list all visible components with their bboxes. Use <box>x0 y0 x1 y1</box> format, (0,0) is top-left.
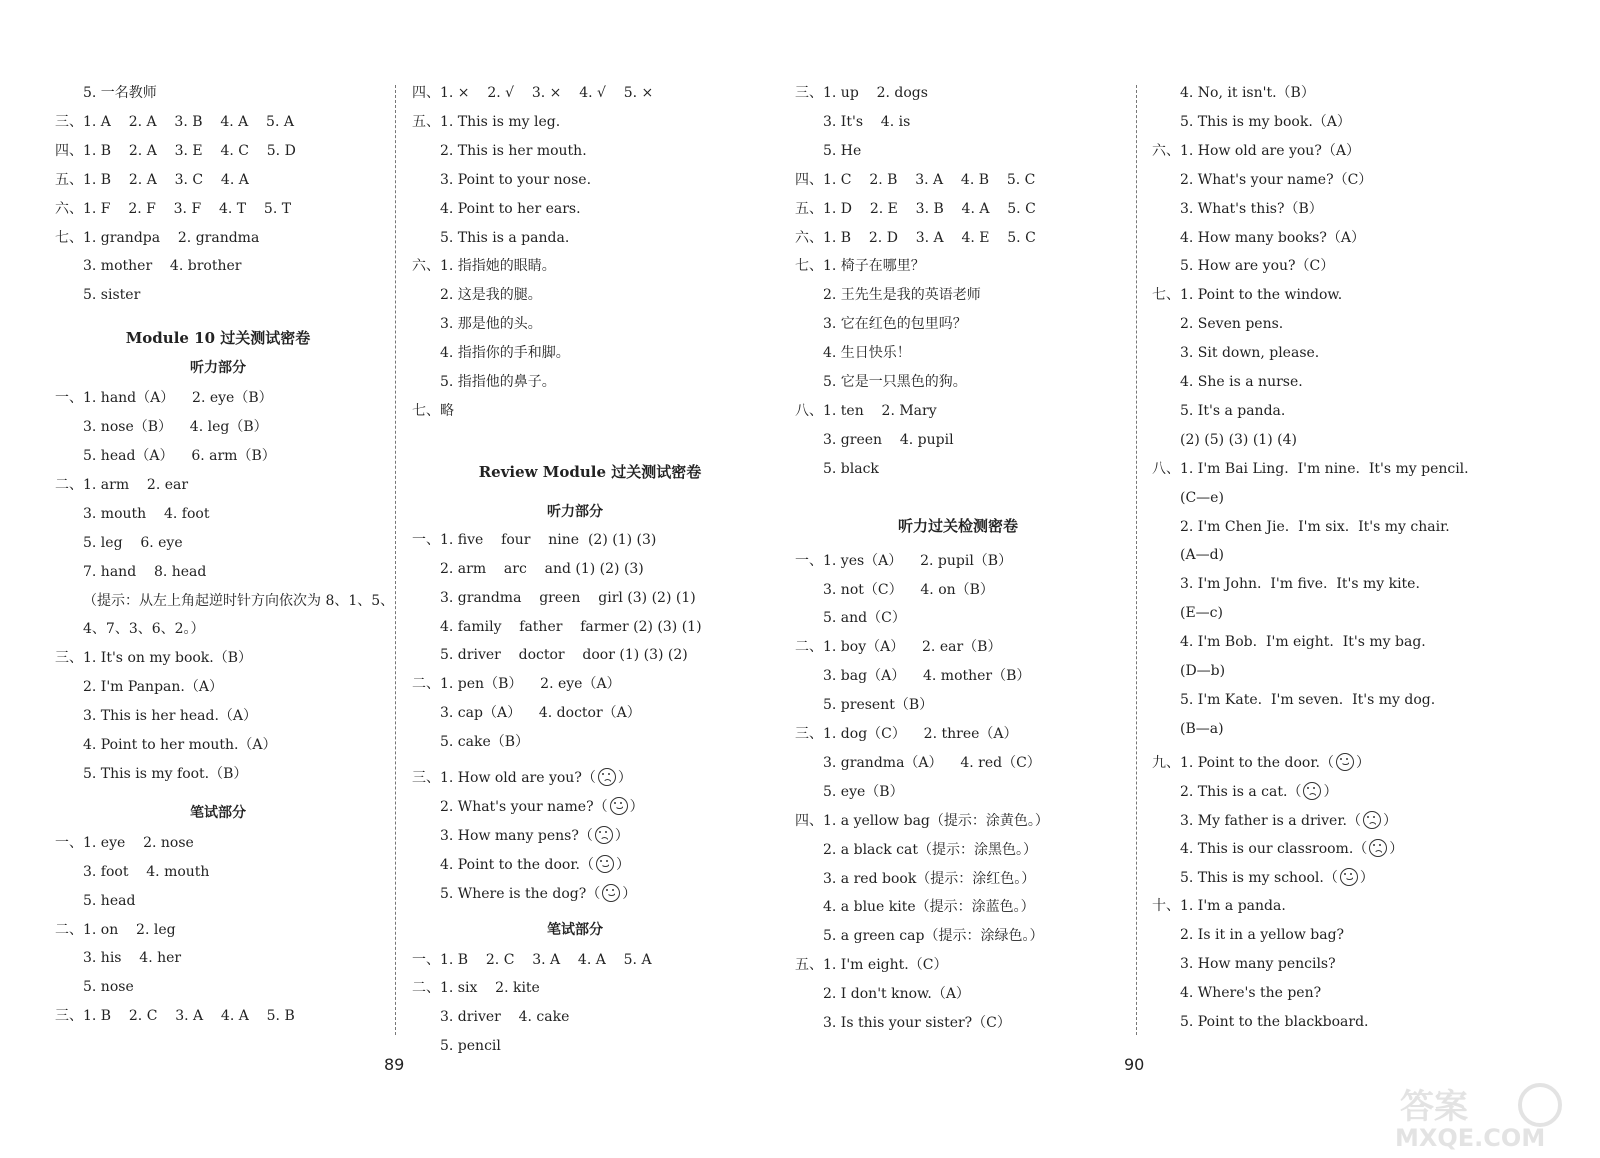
subheading-listening: 听力部分 <box>547 503 603 520</box>
answer-line: 2. I'm Chen Jie. I'm six. It's my chair. <box>1180 518 1450 535</box>
answer-line: 二、1. on 2. leg <box>55 921 176 938</box>
answer-line: 六、1. F 2. F 3. F 4. T 5. T <box>55 200 292 217</box>
watermark-text: MXQE.COM <box>1395 1124 1546 1150</box>
answer-line: 5. a green cap（提示：涂绿色。） <box>823 928 1044 945</box>
face-question-text: 4. This is our classroom.（ <box>1180 841 1368 858</box>
answer-line: 2. What's your name?（C） <box>1180 171 1373 188</box>
svg-text:答案: 答案 <box>1400 1087 1468 1127</box>
answer-line: 5. sister <box>83 287 141 304</box>
face-answer-line <box>412 768 632 787</box>
face-answer-line <box>1152 753 1370 772</box>
answer-line: 八、1. ten 2. Mary <box>795 402 937 419</box>
answer-line: 5. 指指他的鼻子。 <box>440 374 556 390</box>
answer-line: 5. nose <box>83 979 134 996</box>
answer-line: 5. and（C） <box>823 610 906 627</box>
answer-line: 一、1. five four nine (2) (1) (3) <box>412 531 657 548</box>
page-number-left: 89 <box>384 1055 405 1074</box>
answer-line: 5. head <box>83 892 136 909</box>
smiley-face-icon <box>1336 753 1354 771</box>
face-question-text: 三、1. How old are you?（ <box>412 770 596 786</box>
face-answer-line <box>1180 868 1374 887</box>
answer-line: 3. mouth 4. foot <box>83 505 210 522</box>
face-answer-line <box>440 797 644 816</box>
answer-line: 4. Point to her ears. <box>440 200 581 217</box>
answer-line: 5. Point to the blackboard. <box>1180 1013 1369 1030</box>
answer-line: 三、1. B 2. C 3. A 4. A 5. B <box>55 1008 295 1025</box>
smiley-face-icon <box>1340 868 1358 886</box>
face-question-text: 5. This is my school.（ <box>1180 870 1338 887</box>
smiley-face-icon <box>610 797 628 815</box>
answer-line: 七、1. grandpa 2. grandma <box>55 229 260 246</box>
answer-line: 3. How many pencils? <box>1180 956 1336 972</box>
answer-line: 5. leg 6. eye <box>83 534 183 551</box>
answer-line: 5. I'm Kate. I'm seven. It's my dog. <box>1180 691 1436 708</box>
answer-line: 5. He <box>823 142 862 159</box>
answer-line: 5. cake（B） <box>440 734 530 751</box>
answer-line: 二、1. boy（A） 2. ear（B） <box>795 639 1002 656</box>
answer-line: 3. This is her head.（A） <box>83 708 258 725</box>
answer-line: 5. eye（B） <box>823 783 904 800</box>
face-question-text: 4. Point to the door.（ <box>440 856 594 873</box>
answer-line: 4. She is a nurse. <box>1180 374 1303 390</box>
answer-line: 3. What's this?（B） <box>1180 200 1323 217</box>
answer-line: 3. not（C） 4. on（B） <box>823 581 994 598</box>
answer-line: (E—c) <box>1180 605 1223 622</box>
answer-line: 5. driver doctor door (1) (3) (2) <box>440 647 688 664</box>
close-paren: ） <box>1382 812 1397 829</box>
answer-line: 七、略 <box>412 402 454 419</box>
answer-line: 5. This is my book.（A） <box>1180 113 1351 130</box>
answer-line: 3. mother 4. brother <box>83 258 242 275</box>
answer-line: 2. I don't know.（A） <box>823 986 970 1003</box>
answer-line: 2. a black cat（提示：涂黑色。） <box>823 841 1037 858</box>
answer-line: 2. This is her mouth. <box>440 142 587 159</box>
answer-line: 3. I'm John. I'm five. It's my kite. <box>1180 576 1420 593</box>
answer-line: 四、1. × 2. √ 3. × 4. √ 5. × <box>412 85 654 101</box>
sad-face-icon <box>598 768 616 786</box>
face-question-text: 3. My father is a driver.（ <box>1180 812 1361 829</box>
answer-line: 3. 它在红色的包里吗？ <box>823 316 967 333</box>
answer-line: 3. grandma green girl (3) (2) (1) <box>440 589 696 606</box>
answer-line: 六、1. How old are you?（A） <box>1152 142 1360 159</box>
column-divider-right <box>1136 85 1137 1035</box>
sad-face-icon <box>1303 782 1321 800</box>
answer-line: 五、1. This is my leg. <box>412 113 561 130</box>
answer-line: 三、1. up 2. dogs <box>795 85 928 101</box>
answer-line: 5. It's a panda. <box>1180 402 1286 419</box>
answer-line: 5. This is a panda. <box>440 229 570 246</box>
answer-line: 4. I'm Bob. I'm eight. It's my bag. <box>1180 634 1426 651</box>
answer-line: 四、1. B 2. A 3. E 4. C 5. D <box>55 142 296 159</box>
sad-face-icon <box>1363 811 1381 829</box>
answer-line: 2. Seven pens. <box>1180 316 1284 333</box>
answer-line: 3. his 4. her <box>83 950 182 967</box>
answer-line: 十、1. I'm a panda. <box>1152 898 1286 915</box>
answer-line: 3. green 4. pupil <box>823 431 954 448</box>
answer-line: 一、1. yes（A） 2. pupil（B） <box>795 552 1013 569</box>
answer-line: 4. a blue kite（提示：涂蓝色。） <box>823 899 1035 916</box>
answer-line: 一、1. hand（A） 2. eye（B） <box>55 390 273 407</box>
answer-line: 2. 王先生是我的英语老师 <box>823 287 981 304</box>
answer-line: 5. pencil <box>440 1038 501 1055</box>
answer-line: 3. nose（B） 4. leg（B） <box>83 419 268 436</box>
smiley-face-icon <box>596 855 614 873</box>
answer-line: 2. 这是我的腿。 <box>440 287 542 304</box>
answer-line: 六、1. B 2. D 3. A 4. E 5. C <box>795 229 1036 246</box>
close-paren: ） <box>1389 841 1404 858</box>
answer-line: 五、1. I'm eight.（C） <box>795 957 948 974</box>
answer-line: 一、1. eye 2. nose <box>55 834 194 851</box>
sad-face-icon <box>1369 839 1387 857</box>
answer-line: 3. grandma（A） 4. red（C） <box>823 754 1041 771</box>
face-answer-line <box>440 884 636 903</box>
answer-line: 五、1. B 2. A 3. C 4. A <box>55 171 249 188</box>
face-answer-line <box>440 855 630 874</box>
close-paren: ） <box>1323 783 1338 800</box>
answer-line: (2) (5) (3) (1) (4) <box>1180 431 1297 448</box>
answer-line: 3. foot 4. mouth <box>83 863 210 880</box>
answer-line: 3. bag（A） 4. mother（B） <box>823 668 1031 685</box>
answer-line: 三、1. A 2. A 3. B 4. A 5. A <box>55 113 294 130</box>
face-question-text: 3. How many pens?（ <box>440 827 593 844</box>
answer-line: 4. family father farmer (2) (3) (1) <box>440 618 702 635</box>
answer-line: 5. 它是一只黑色的狗。 <box>823 374 967 390</box>
answer-line: 三、1. dog（C） 2. three（A） <box>795 726 1018 742</box>
answer-line: 三、1. It's on my book.（B） <box>55 650 253 667</box>
answer-line: (C—e) <box>1180 489 1224 506</box>
column-divider-left <box>395 85 396 1035</box>
answer-line: (D—b) <box>1180 663 1226 679</box>
face-question-text: 2. This is a cat.（ <box>1180 783 1302 800</box>
answer-line: 七、1. 椅子在哪里？ <box>795 258 925 275</box>
answer-line: 2. I'm Panpan.（A） <box>83 679 223 696</box>
answer-line: 五、1. D 2. E 3. B 4. A 5. C <box>795 200 1036 217</box>
face-answer-line <box>440 826 629 845</box>
answer-line: 二、1. pen（B） 2. eye（A） <box>412 676 621 693</box>
answer-line: (A—d) <box>1180 547 1224 564</box>
subheading-listening: 听力部分 <box>190 360 246 377</box>
face-question-text: 九、1. Point to the door.（ <box>1152 754 1334 771</box>
answer-line: 二、1. arm 2. ear <box>55 476 189 493</box>
answer-line: 4. Point to her mouth.（A） <box>83 737 277 753</box>
answer-line: 5. This is my foot.（B） <box>83 765 248 782</box>
section-heading-listening-test: 听力过关检测密卷 <box>897 516 1018 535</box>
section-heading-module10: Module 10 过关测试密卷 <box>125 329 311 348</box>
close-paren: ） <box>1359 870 1374 887</box>
answer-line: 3. It's 4. is <box>823 113 911 130</box>
answer-line: 3. Point to your nose. <box>440 171 592 188</box>
close-paren: ） <box>629 798 644 815</box>
answer-line: 3. Sit down, please. <box>1180 345 1320 362</box>
answer-line: 2. Is it in a yellow bag? <box>1180 927 1345 944</box>
sad-face-icon <box>595 826 613 844</box>
answer-line: 4、7、3、6、2。） <box>83 621 205 638</box>
subheading-written: 笔试部分 <box>190 804 246 821</box>
answer-line: 2. arm arc and (1) (2) (3) <box>440 560 644 577</box>
answer-line: 二、1. six 2. kite <box>412 980 540 997</box>
answer-line: 八、1. I'm Bai Ling. I'm nine. It's my pencil. <box>1152 460 1469 477</box>
answer-line: 4. 指指你的手和脚。 <box>440 345 570 362</box>
answer-line: 4. 生日快乐！ <box>823 345 911 362</box>
answer-line: 四、1. C 2. B 3. A 4. B 5. C <box>795 171 1036 188</box>
answer-line: 一、1. B 2. C 3. A 4. A 5. A <box>412 951 652 968</box>
answer-line: 3. cap（A） 4. doctor（A） <box>440 705 641 722</box>
answer-line: 4. How many books?（A） <box>1180 229 1365 246</box>
answer-line: 5. present（B） <box>823 697 934 714</box>
answer-line: 3. 那是他的头。 <box>440 316 542 333</box>
answer-line: 5. How are you?（C） <box>1180 258 1335 275</box>
answer-line: 7. hand 8. head <box>83 563 207 580</box>
watermark-logo <box>1390 1080 1580 1150</box>
face-question-text: 2. What's your name?（ <box>440 798 608 815</box>
answer-line: （提示：从左上角起逆时针方向依次为 8、1、5、 <box>83 592 395 609</box>
page-number-right: 90 <box>1124 1055 1145 1074</box>
close-paren: ） <box>615 856 630 873</box>
answer-line: 5. 一名教师 <box>83 85 157 101</box>
answer-line: 5. head（A） 6. arm（B） <box>83 448 276 464</box>
answer-line: 4. No, it isn't.（B） <box>1180 85 1315 101</box>
face-answer-line <box>1180 839 1403 858</box>
face-answer-line <box>1180 811 1397 830</box>
answer-line: 5. black <box>823 460 879 477</box>
close-paren: ） <box>614 827 629 844</box>
answer-line: 3. a red book（提示：涂红色。） <box>823 870 1036 887</box>
answer-line: 3. driver 4. cake <box>440 1009 570 1026</box>
answer-line: 七、1. Point to the window. <box>1152 287 1343 304</box>
answer-line: 3. Is this your sister?（C） <box>823 1015 1011 1031</box>
answer-line: 四、1. a yellow bag（提示：涂黄色。） <box>795 812 1049 829</box>
smiley-face-icon <box>602 884 620 902</box>
face-answer-line <box>1180 782 1337 801</box>
section-heading-review: Review Module 过关测试密卷 <box>478 462 702 481</box>
face-question-text: 5. Where is the dog?（ <box>440 885 601 902</box>
answer-line: 4. Where's the pen? <box>1180 984 1322 1001</box>
subheading-written: 笔试部分 <box>547 921 603 938</box>
close-paren: ） <box>622 885 637 902</box>
answer-line: (B—a) <box>1180 720 1224 737</box>
answer-line: 六、1. 指指她的眼睛。 <box>412 258 556 275</box>
close-paren: ） <box>1355 754 1370 771</box>
close-paren: ） <box>617 770 632 786</box>
